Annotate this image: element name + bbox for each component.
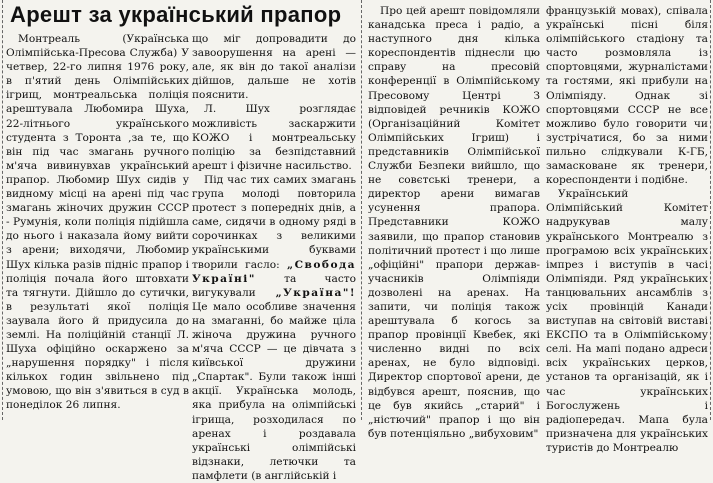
paragraph: Про цей арешт повідомляли канадська преса і радіо, а наступного дня кілька кореспондентів піднесли цю справу на пресовій конференції в Олімпійському Пресовому Центрі З відповідей речників КОЖО (Організаційний Комітет Олімпійських Ігриш) і представників Олімпійської Служби Безпеки вийшло, що не совєтські тренери, а директор арени вимагав усунення прапора. Представники КОЖО заявили, що прапор становив політичний протест і що лише „офіційні" прапори держав-учасників Олімпіяди дозволені на аренах. На запити, чи поліція також арештувала б когось за прапор провінції Квебек, які численно видні по всіх аренах, не було відповіді. Директор спортової арени, де відбувся арешт, пояснив, що це був якийсь „старий" і „ністючий" прапор і що він був потенціяльно „вибуховим" [368,5,540,440]
column-rule-left [2,0,3,420]
article-column-2 [192,32,356,482]
paragraph-text: Під час тих самих змагань група молоді повторила протест з попередніх днів, а саме, сидячи в одному ряді в сорочинках з великими українськими буквами творили гасло: [192,173,356,271]
column-rule-middle [361,0,362,420]
article-title: Арешт за український прапор [10,2,342,27]
paragraph: Монтреаль (Українська Олімпійська-Пресова Служба) У четвер, 22-го липня 1976 року, в п'ятий день Олімпійських ігрищ, монтреальська поліція арештувала Любомира Шуха, 22-літнього українського студента з Торонта ,за те, що він під час змагань ручного м'яча вивинувхав український прапор. Любомир Шух сидів у видному місці на арені під час змагань жіночих дружин СССР - Румунія, коли поліція підійшла до нього і наказала йому вийти з арени; виходячи, Любомир Шух кілька разів підніс прапор і поліція почала його штовхати та тягнути. Дійшло до сутички, в результаті якої поліція заувала його й придусила до землі. На поліційній станції Л. Шуха офіційно оскаржено за „нарушення порядку" і після кількох годин звільнено під умовою, що він з'явиться в суд в понеділок 26 липня. [6,33,189,412]
paragraph: французькій мовах), співала українські пісні біля олімпійського стадіону та часто розмовляла із спортовцями, журналістами та гостями, які прибули на Олімпіяду. Однак зі спортовцями СССР не все можливо було говорити чи зустрічатися, бо за ними пильно слідкували К-ГБ, замасковане як тренери, кореспонденти і подібне. [546,5,708,187]
article-column-1 [6,32,189,420]
paragraph [192,173,356,483]
paragraph-text: Це мало особливе значення на змаганні, бо майже ціла жіноча дружина ручного м'яча СССР — це дівчата з київської дружини „Спартак". Були також інші акції. Українська молодь, яка прибула на олімпійські ігрища, розходилася по аренах і роздавала українські олімпійські відзнаки, летючки та памфлети (в англійській і [192,300,356,482]
paragraph: Український Олімпійський Комітет надрукував малу українського Монтреалю з програмою всіх українських імпрез і виступів в часі Олімпіяди. Ряд українських танцювальних ансамблів з усіх провінцій Канади виступав на світовій виставі ЕКСПО та в Олімпійському селі. На мапі подано адреси всіх українських церков, установ та організацій, як і час українських Богослужень і радіопередач. Мапа була призначена для українських туристів до Монтреалю [546,188,708,454]
article-column-3 [368,4,540,440]
paragraph-text: та часто вигукували [192,272,356,299]
paragraph: що міг допровадити до завоорушення на арені — але, як він до такої аналізи дійшов, дальше не хотів пояснити. [192,33,356,102]
paragraph: Л. Шух розглядає можливість заскаржити КОЖО і монтреальську поліцію за безпідставний арешт і фізичне насильство. [192,103,356,172]
slogan-text: „Україна"! [275,286,356,299]
column-rule-right [710,0,711,420]
article-column-4 [546,4,708,454]
slogan-text: „Свобода Україні" [192,258,356,285]
